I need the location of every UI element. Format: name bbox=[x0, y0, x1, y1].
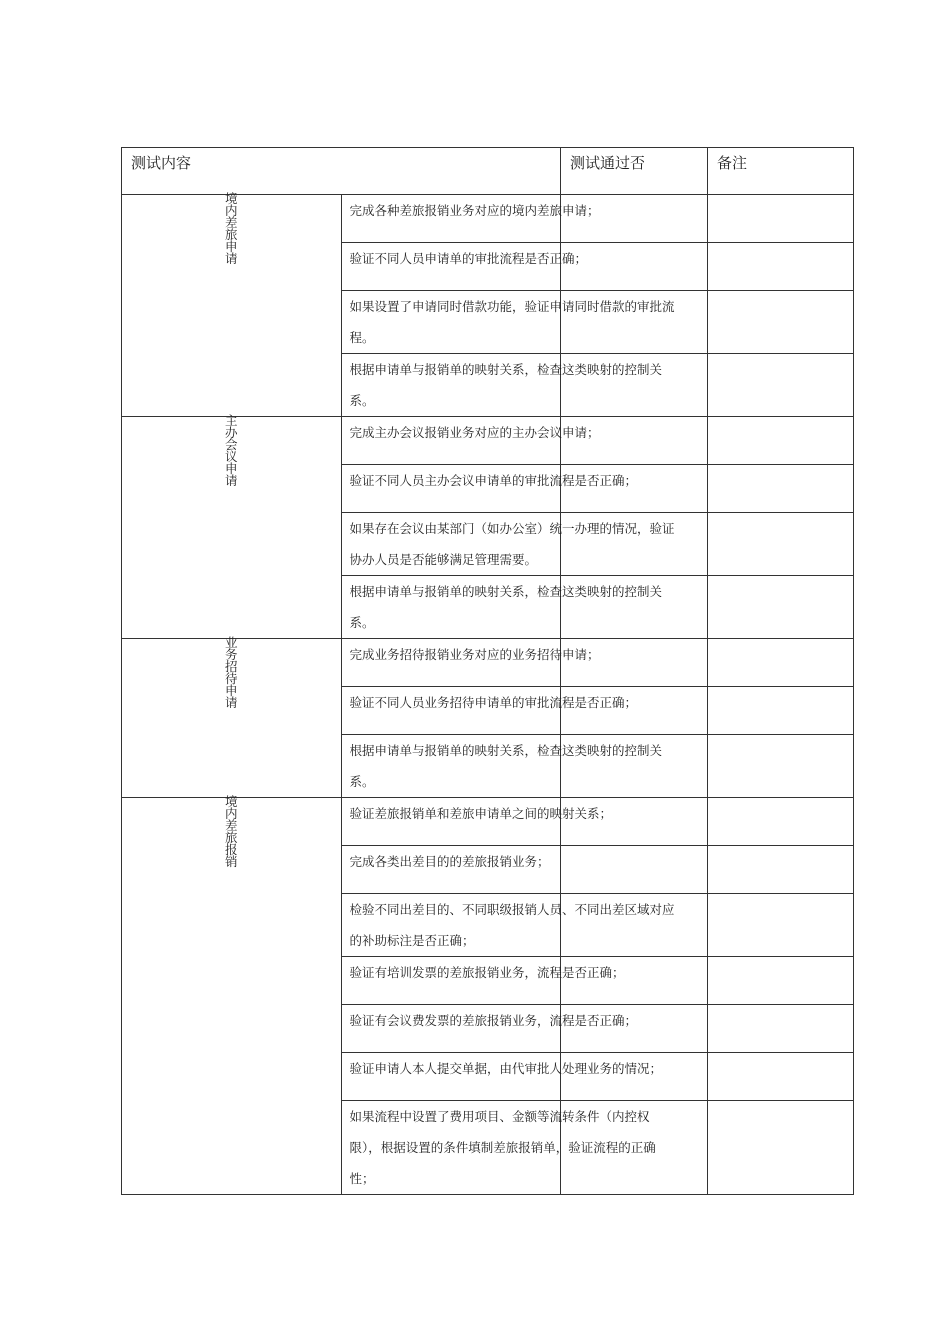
header-remarks: 备注 bbox=[708, 148, 854, 195]
test-item-text: 如果存在会议由某部门（如办公室）统一办理的情况，验证协办人员是否能够满足管理需要。 bbox=[349, 521, 675, 567]
test-item-text: 验证差旅报销单和差旅申请单之间的映射关系； bbox=[349, 806, 613, 821]
test-item-cell bbox=[341, 846, 561, 894]
test-item-text: 完成各类出差目的的差旅报销业务； bbox=[349, 854, 550, 869]
test-item-text: 验证有培训发票的差旅报销业务，流程是否正确； bbox=[349, 965, 625, 980]
test-checklist-table bbox=[121, 147, 854, 1195]
table-header-row bbox=[122, 148, 854, 195]
header-test-content: 测试内容 bbox=[122, 148, 561, 195]
test-item-cell bbox=[341, 513, 675, 576]
table-row bbox=[122, 639, 854, 687]
remarks-cell[interactable] bbox=[708, 846, 854, 894]
test-item-cell bbox=[341, 465, 638, 513]
test-item-text: 完成各种差旅报销业务对应的境内差旅申请； bbox=[349, 203, 600, 218]
remarks-cell[interactable] bbox=[708, 291, 854, 354]
test-item-text: 根据申请单与报销单的映射关系，检查这类映射的控制关系。 bbox=[349, 584, 663, 630]
category-cell bbox=[122, 413, 342, 639]
remarks-cell[interactable] bbox=[708, 957, 854, 1005]
table-row bbox=[122, 417, 854, 465]
remarks-cell[interactable] bbox=[708, 465, 854, 513]
test-item-text: 验证不同人员业务招待申请单的审批流程是否正确； bbox=[349, 695, 638, 710]
remarks-cell[interactable] bbox=[708, 798, 854, 846]
test-item-cell bbox=[341, 291, 675, 354]
remarks-cell[interactable] bbox=[708, 354, 854, 417]
category-cell bbox=[122, 191, 342, 417]
test-item-cell bbox=[341, 687, 638, 735]
test-item-cell bbox=[341, 243, 588, 291]
test-item-text: 如果设置了申请同时借款功能，验证申请同时借款的审批流程。 bbox=[349, 299, 675, 345]
remarks-cell[interactable] bbox=[708, 639, 854, 687]
test-item-cell bbox=[341, 576, 663, 639]
category-label: 境内差旅申请 bbox=[224, 191, 238, 266]
test-item-text: 验证有会议费发票的差旅报销业务，流程是否正确； bbox=[349, 1013, 638, 1028]
remarks-cell[interactable] bbox=[708, 735, 854, 798]
test-item-text: 根据申请单与报销单的映射关系，检查这类映射的控制关系。 bbox=[349, 362, 663, 408]
remarks-cell[interactable] bbox=[708, 417, 854, 465]
test-item-cell bbox=[341, 195, 600, 243]
test-item-cell bbox=[341, 639, 600, 687]
test-item-cell bbox=[341, 957, 625, 1005]
test-item-text: 验证不同人员申请单的审批流程是否正确； bbox=[349, 251, 588, 266]
table-row bbox=[122, 195, 854, 243]
category-label: 境内差旅报销 bbox=[224, 794, 238, 869]
remarks-cell[interactable] bbox=[708, 1005, 854, 1053]
test-item-cell bbox=[341, 1005, 638, 1053]
pass-cell[interactable] bbox=[561, 846, 708, 894]
test-item-cell bbox=[341, 1053, 663, 1101]
remarks-cell[interactable] bbox=[708, 1053, 854, 1101]
test-item-cell bbox=[341, 417, 600, 465]
category-cell bbox=[122, 794, 342, 1195]
test-item-text: 完成主办会议报销业务对应的主办会议申请； bbox=[349, 425, 600, 440]
remarks-cell[interactable] bbox=[708, 1101, 854, 1195]
remarks-cell[interactable] bbox=[708, 687, 854, 735]
test-item-cell bbox=[341, 354, 663, 417]
test-item-cell bbox=[341, 735, 663, 798]
test-item-text: 验证申请人本人提交单据，由代审批人处理业务的情况； bbox=[349, 1061, 663, 1076]
table-body bbox=[122, 191, 854, 1195]
category-cell bbox=[122, 635, 342, 798]
test-item-text: 检验不同出差目的、不同职级报销人员、不同出差区域对应的补助标注是否正确； bbox=[349, 902, 675, 948]
test-item-text: 完成业务招待报销业务对应的业务招待申请； bbox=[349, 647, 600, 662]
remarks-cell[interactable] bbox=[708, 894, 854, 957]
test-item-text: 根据申请单与报销单的映射关系，检查这类映射的控制关系。 bbox=[349, 743, 663, 789]
header-test-passed: 测试通过否 bbox=[561, 148, 708, 195]
test-item-text: 验证不同人员主办会议申请单的审批流程是否正确； bbox=[349, 473, 638, 488]
test-item-text: 如果流程中设置了费用项目、金额等流转条件（内控权限），根据设置的条件填制差旅报销单，验证流程的正确性； bbox=[349, 1109, 656, 1186]
remarks-cell[interactable] bbox=[708, 513, 854, 576]
table-row bbox=[122, 798, 854, 846]
category-label: 主办会议申请 bbox=[224, 413, 238, 488]
remarks-cell[interactable] bbox=[708, 243, 854, 291]
remarks-cell[interactable] bbox=[708, 195, 854, 243]
category-label: 业务招待申请 bbox=[224, 635, 238, 710]
remarks-cell[interactable] bbox=[708, 576, 854, 639]
test-item-cell bbox=[341, 798, 613, 846]
test-item-cell bbox=[341, 894, 675, 957]
test-item-cell bbox=[341, 1101, 656, 1195]
